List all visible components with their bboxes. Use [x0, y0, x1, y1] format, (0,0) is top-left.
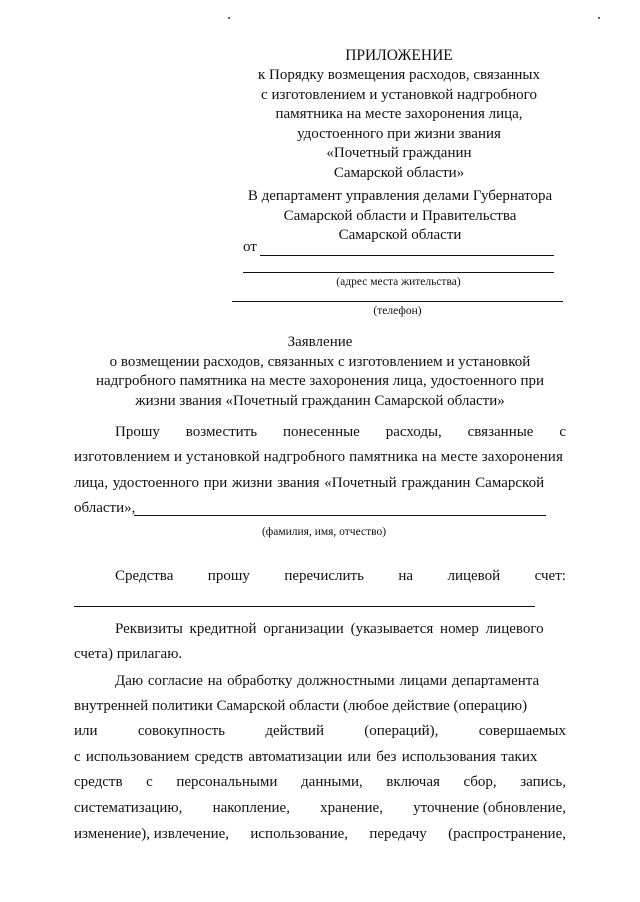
statement-subtitle-line: о возмещении расходов, связанных с изготовлением и установкой — [109, 353, 531, 370]
addressee-line: В департамент управления делами Губернатора — [247, 188, 553, 204]
from-label: от — [243, 239, 257, 255]
word: с — [559, 424, 566, 440]
word: включая — [386, 774, 440, 790]
word: перечислить — [284, 568, 364, 584]
word: запись, — [520, 774, 566, 790]
paragraph-2 — [115, 567, 566, 587]
appendix-line: к Порядку возмещения расходов, связанных — [258, 67, 540, 84]
address-line — [243, 272, 554, 273]
paragraph-4-line-1: Даю согласие на обработку должностными лицами департамента — [115, 673, 540, 689]
statement-title: Заявление — [287, 334, 353, 350]
paragraph-3-line-2: счета) прилагаю. — [74, 646, 183, 662]
word: на — [398, 568, 414, 584]
paragraph-4-line-2: внутренней политики Самарской области (любое действие (операцию) — [74, 698, 528, 714]
word: использование, — [250, 826, 349, 842]
paragraph-1-line-2: изготовлением и установкой надгробного памятника на месте захоронения — [74, 449, 564, 465]
appendix-line: с изготовлением и установкой надгробного — [261, 86, 537, 103]
paragraph-4-line-6 — [74, 799, 566, 819]
statement-heading — [60, 333, 580, 411]
phone-line — [232, 301, 563, 302]
word: совершаемых — [478, 723, 566, 739]
statement-subtitle-line: жизни звания «Почетный гражданин Самарской области» — [135, 392, 505, 409]
appendix-line: «Почетный гражданин — [326, 145, 472, 162]
word: Средства — [115, 568, 174, 584]
word: возместить — [185, 424, 258, 440]
paragraph-4-line-7 — [74, 825, 566, 845]
word: понесенные — [282, 424, 360, 440]
appendix-line: Самарской области» — [333, 164, 465, 181]
address-caption: (адрес места жительства) — [336, 276, 461, 288]
word: накопление, — [212, 800, 290, 816]
from-name-line — [260, 255, 554, 256]
phone-caption: (телефон) — [373, 305, 422, 317]
word: прошу — [207, 568, 250, 584]
word: (распространение, — [448, 826, 566, 842]
word: лицевой — [447, 568, 501, 584]
appendix-block — [240, 46, 558, 183]
word: (операций), — [364, 723, 439, 739]
word: передачу — [369, 826, 427, 842]
word: связанные — [467, 424, 534, 440]
word: действий — [265, 723, 324, 739]
account-line — [74, 606, 535, 607]
word: расходы, — [385, 424, 442, 440]
appendix-title: ПРИЛОЖЕНИЕ — [345, 47, 453, 64]
word: хранение, — [320, 800, 383, 816]
paragraph-4-line-3 — [74, 722, 566, 742]
appendix-line: удостоенного при жизни звания — [297, 125, 501, 142]
word: изменение), извлечение, — [74, 826, 230, 842]
word: персональными — [176, 774, 278, 790]
addressee-block — [230, 187, 570, 246]
paragraph-1-line-4: области», — [74, 500, 136, 516]
word: систематизацию, — [74, 800, 183, 816]
fio-caption: (фамилия, имя, отчество) — [261, 526, 387, 538]
word: средств — [74, 774, 123, 790]
scan-speck — [228, 17, 230, 19]
word: уточнение (обновление, — [413, 800, 566, 816]
word: данными, — [301, 774, 363, 790]
addressee-line: Самарской области и Правительства — [283, 207, 517, 224]
paragraph-4-line-4: с использованием средств автоматизации или без использования таких — [74, 749, 538, 765]
paragraph-4-line-5 — [74, 773, 566, 793]
word: сбор, — [463, 774, 497, 790]
word: с — [146, 774, 153, 790]
addressee-line: Самарской области — [338, 227, 462, 243]
paragraph-3-line-1: Реквизиты кредитной организации (указывается номер лицевого — [115, 621, 544, 637]
paragraph-1-line-3: лица, удостоенного при жизни звания «Почетный гражданин Самарской — [74, 475, 545, 491]
word: или — [74, 723, 98, 739]
word: счет: — [534, 568, 566, 584]
scan-speck — [598, 17, 600, 19]
paragraph-1-line-1 — [115, 423, 566, 443]
word: Прошу — [115, 424, 160, 440]
statement-subtitle-line: надгробного памятника на месте захоронения лица, удостоенного при — [95, 373, 545, 389]
fio-line — [134, 515, 546, 516]
word: совокупность — [137, 723, 226, 739]
appendix-line: памятника на месте захоронения лица, — [275, 106, 523, 123]
